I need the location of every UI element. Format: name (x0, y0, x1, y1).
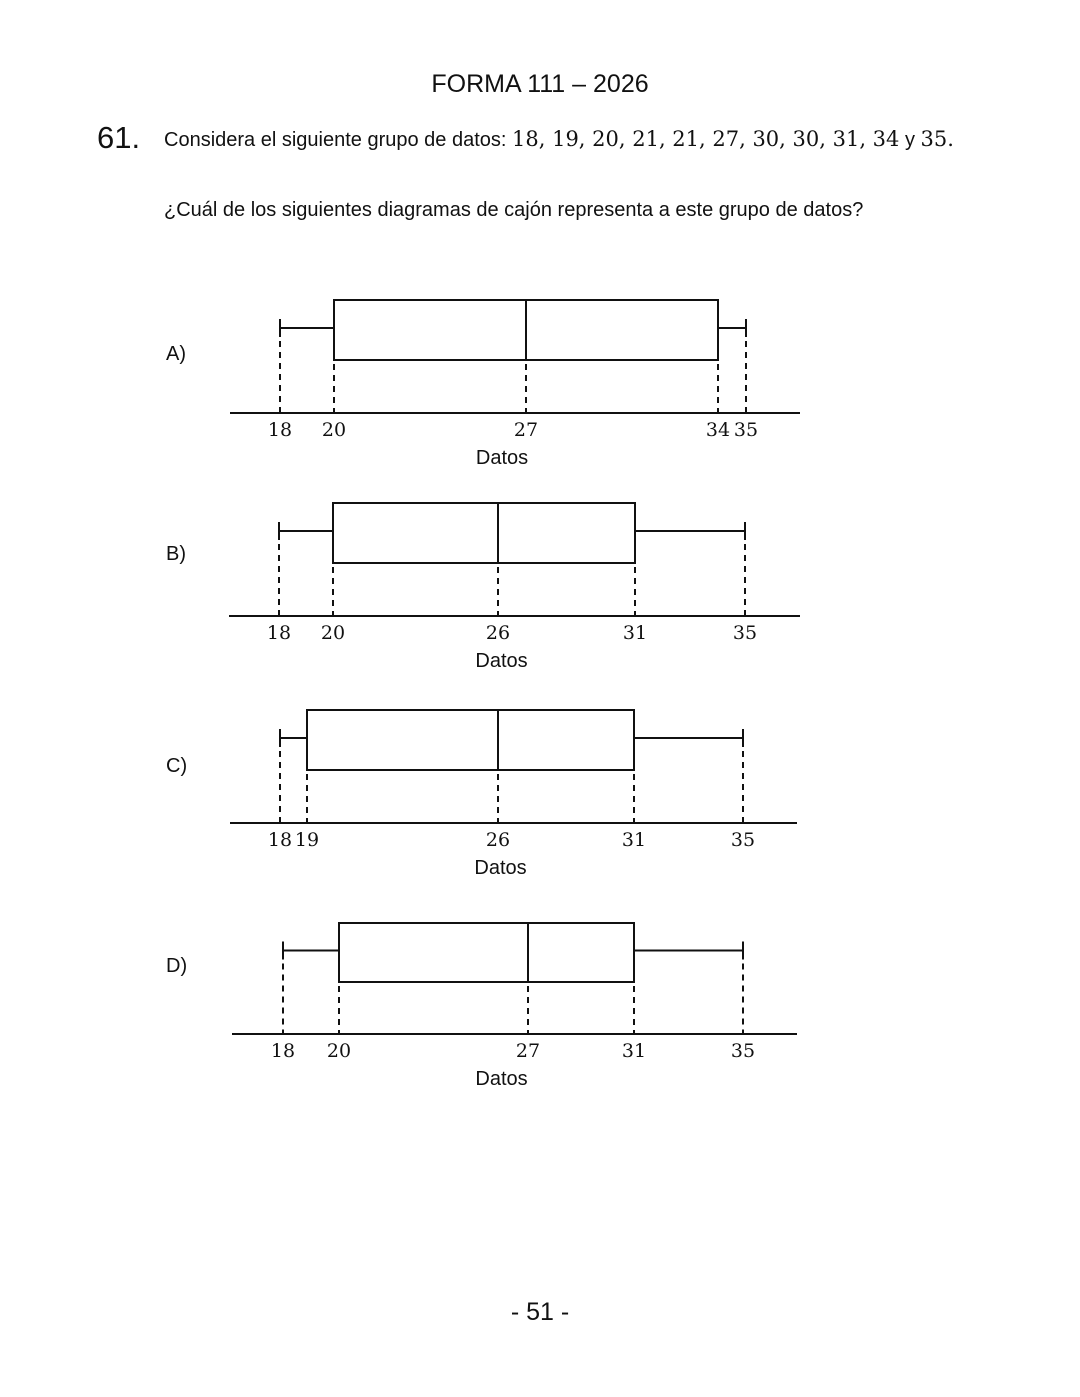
tick-label: 20 (321, 419, 347, 441)
tick-label: 34 (705, 419, 731, 441)
tick-label: 18 (267, 829, 293, 851)
tick-label: 20 (320, 622, 346, 644)
tick-label: 19 (294, 829, 320, 851)
question-prompt: ¿Cuál de los siguientes diagramas de cajón representa a este grupo de datos? (164, 199, 864, 221)
question-intro: Considera el siguiente grupo de datos: (164, 129, 513, 151)
option-b-label: B) (166, 543, 186, 565)
box (333, 503, 635, 563)
x-axis-label: Datos (475, 1068, 528, 1090)
option-a-label: A) (166, 343, 186, 365)
x-axis-label: Datos (475, 447, 529, 469)
tick-label: 31 (621, 829, 647, 851)
tick-label: 26 (485, 829, 511, 851)
page-number: - 51 - (510, 1298, 570, 1326)
x-axis-label: Datos (474, 857, 527, 879)
tick-label: 35 (730, 829, 756, 851)
box (339, 923, 634, 982)
tick-label: 20 (326, 1040, 352, 1062)
x-axis-label: Datos (475, 650, 528, 672)
tick-label: 35 (733, 419, 759, 441)
option-d-label: D) (166, 955, 188, 977)
tick-label: 18 (270, 1040, 296, 1062)
tick-label: 27 (513, 419, 539, 441)
tick-label: 31 (622, 622, 648, 644)
data-values: 18, 19, 20, 21, 21, 27, 30, 30, 31, 34 (512, 127, 900, 151)
data-last-value: 35. (920, 127, 954, 151)
boxplot-c (230, 710, 797, 823)
boxplot-a (230, 300, 800, 413)
tick-label: 27 (515, 1040, 541, 1062)
boxplot-d (232, 923, 797, 1034)
boxplot-b (229, 503, 800, 616)
tick-label: 18 (267, 419, 293, 441)
option-c-label: C) (166, 755, 188, 777)
exam-header: FORMA 111 – 2026 (431, 70, 649, 98)
box (307, 710, 634, 770)
question-number: 61. (97, 120, 141, 155)
tick-label: 35 (730, 1040, 756, 1062)
data-join: y (899, 129, 921, 151)
tick-label: 18 (266, 622, 292, 644)
tick-label: 35 (732, 622, 758, 644)
tick-label: 31 (621, 1040, 647, 1062)
tick-label: 26 (485, 622, 511, 644)
